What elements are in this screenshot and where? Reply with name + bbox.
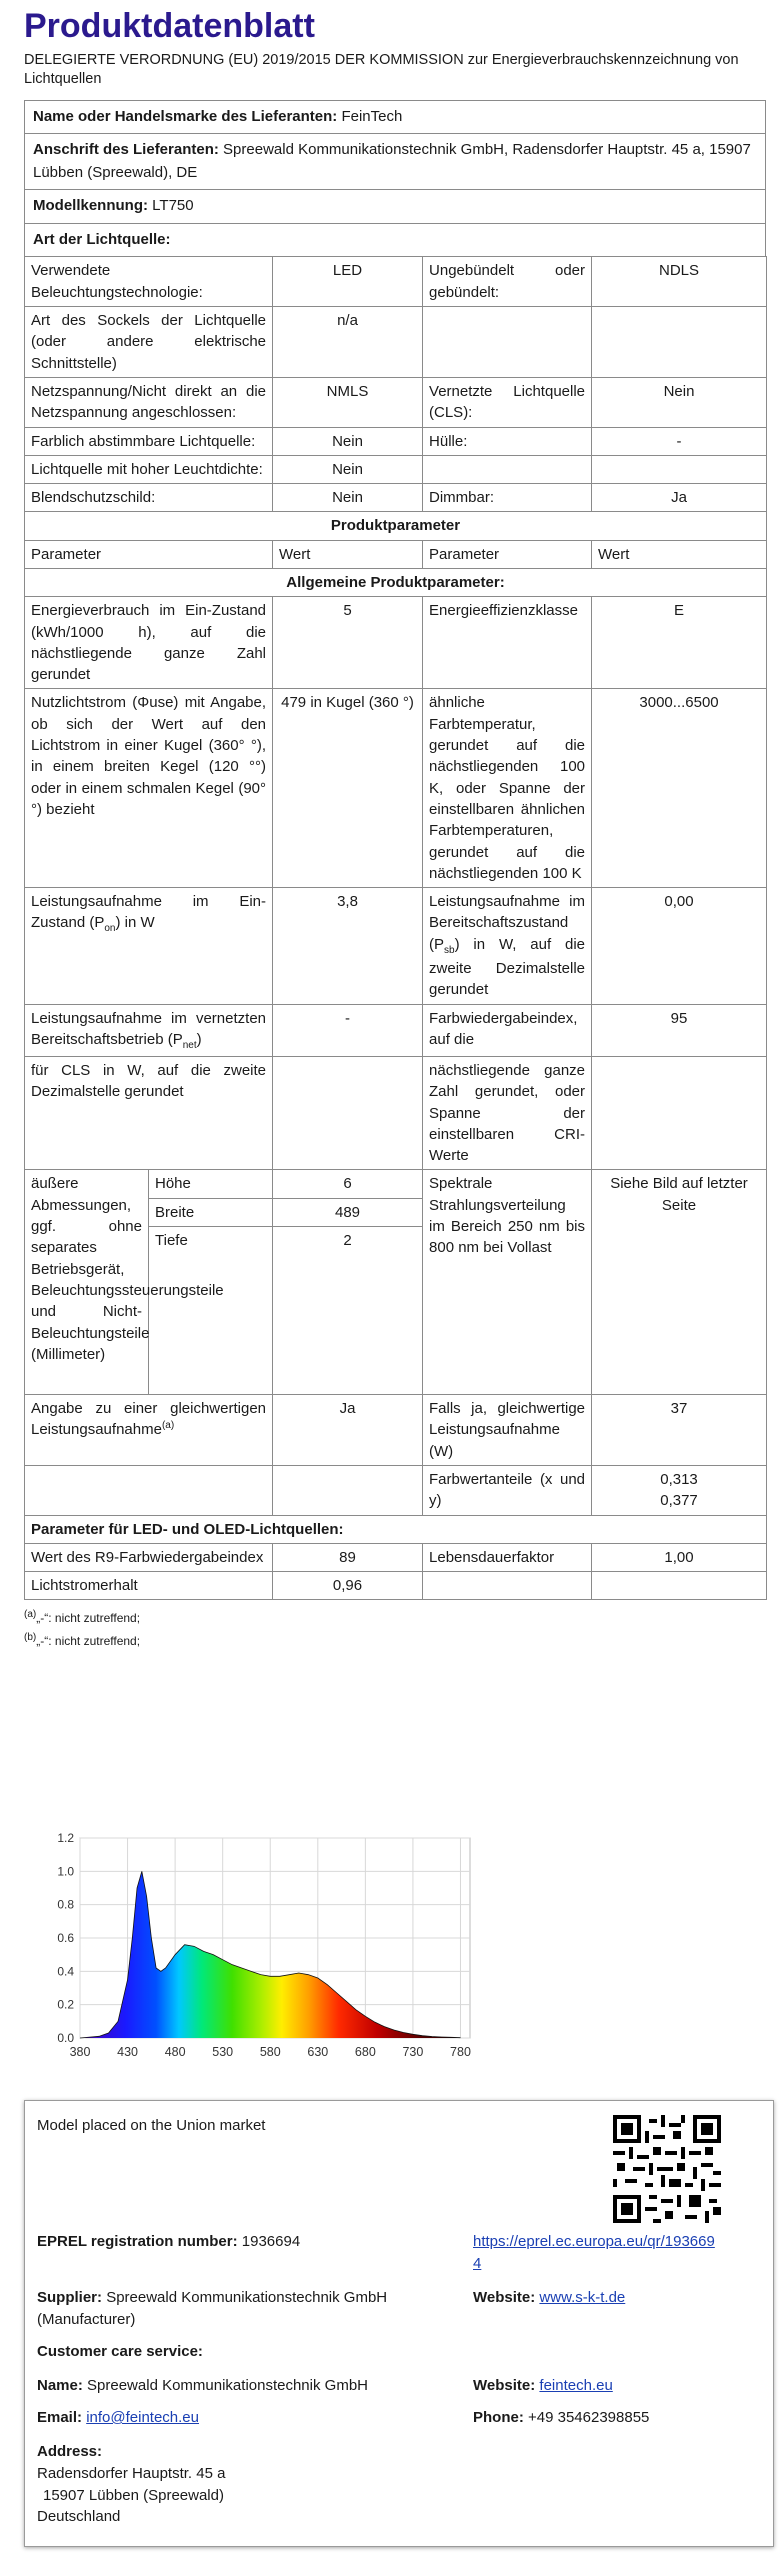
y-tick-label: 1.2	[57, 1831, 74, 1845]
regulation-subtitle: DELEGIERTE VERORDNUNG (EU) 2019/2015 DER KOMMISSION zur Energieverbrauchskennzeichnung von Lichtquellen	[24, 51, 739, 88]
envelope-label: Hülle:	[423, 427, 592, 455]
col-param-2: Parameter	[423, 540, 592, 568]
model-row	[24, 189, 766, 223]
mains-value: NMLS	[273, 377, 423, 427]
height-value: 6	[273, 1170, 423, 1198]
phone-value: +49 35462398855	[528, 2409, 650, 2426]
supplier-name-row	[24, 100, 766, 134]
mains-label: Netzspannung/Nicht direkt an die Netzspannung angeschlossen:	[25, 377, 273, 427]
led-params-section: Parameter für LED- und OLED-Lichtquellen:	[25, 1515, 767, 1543]
cri-value: 95	[592, 1004, 767, 1056]
supplier-label: Supplier:	[37, 2289, 103, 2306]
x-tick-label: 580	[259, 2045, 281, 2059]
y-tick-label: 0.6	[57, 1931, 74, 1945]
supplier-address-value: Spreewald Kommunikationstechnik GmbH, Radensdorfer Hauptstr. 45 a, 15907 Lübben (Spreewald), DE	[33, 141, 751, 181]
r9-label: Wert des R9-Farbwiedergabeindex	[25, 1543, 273, 1571]
eprel-reg-label: EPREL registration number:	[37, 2233, 238, 2250]
shield-value: Nein	[273, 484, 423, 512]
x-tick-label: 680	[354, 2045, 376, 2059]
y-tick-label: 0.4	[57, 1964, 74, 1979]
cct-value: 3000...6500	[592, 689, 767, 888]
supplier-address-label: Anschrift des Lieferanten:	[33, 141, 219, 159]
light-source-section: Art der Lichtquelle:	[24, 223, 766, 257]
model-value: LT750	[152, 197, 194, 215]
pon-value: 3,8	[273, 888, 423, 1004]
cls-value: Nein	[592, 377, 767, 427]
cap-value: n/a	[273, 307, 423, 378]
x-tick-labels	[70, 2045, 471, 2059]
psb-label: Leistungsaufnahme im Bereitschaftszustand $(P_{sb})$ in W, auf die zweite Dezimalstelle gerundet	[423, 888, 592, 1004]
equiv-label: Angabe zu einer gleichwertigen Leistungsaufnahme$^{(a)}$	[25, 1395, 273, 1466]
eprel-link[interactable]: https://eprel.ec.europa.eu/qr/1936694	[473, 2233, 715, 2272]
supplier-row	[37, 2287, 467, 2331]
website-label: Website:	[473, 2289, 536, 2306]
y-tick-label: 0.8	[57, 1897, 74, 1912]
class-value: E	[592, 597, 767, 689]
customer-care-heading: Customer care service:	[37, 2343, 203, 2360]
tech-value: LED	[273, 257, 423, 307]
page-title: Produktdatenblatt	[24, 7, 315, 45]
col-value-2: Wert	[592, 540, 767, 568]
class-label: Energieeffizienzklasse	[423, 597, 592, 689]
pnet-label-cont: für CLS in W, auf die zweite Dezimalstelle gerundet	[25, 1057, 273, 1170]
depth-label: Tiefe	[149, 1227, 273, 1395]
x-tick-label: 430	[117, 2045, 138, 2059]
phone-row	[473, 2407, 649, 2429]
cls-label: Vernetzte Lichtquelle (CLS):	[423, 377, 592, 427]
spd-label: Spektrale Strahlungsverteilung im Bereich 250 nm bis 800 nm bei Vollast	[423, 1170, 592, 1395]
pnet-value: -	[273, 1004, 423, 1056]
equiv-value: Ja	[273, 1395, 423, 1466]
footnote-b: $^{(b)}$„-“: nicht zutreffend;	[24, 1631, 141, 1648]
care-website-label: Website:	[473, 2377, 536, 2394]
hld-value: Nein	[273, 455, 423, 483]
website-link[interactable]: www.s-k-t.de	[539, 2289, 626, 2306]
supplier-address-row	[24, 133, 766, 189]
supplier-name-label: Name oder Handelsmarke des Lieferanten:	[33, 107, 338, 125]
supplier-value: Spreewald Kommunikationstechnik GmbH (Manufacturer)	[37, 2289, 388, 2328]
eprel-reg-row	[37, 2231, 300, 2253]
model-label: Modellkennung:	[33, 197, 148, 215]
dims-label: äußere Abmessungen, ggf. ohne separates Betriebsgerät, Beleuchtungssteuerungsteile und Nicht-Beleuchtungsteile (Millimeter)	[25, 1170, 149, 1395]
supplier-name-value: FeinTech	[341, 107, 403, 125]
energy-value: 5	[273, 597, 423, 689]
y-tick-label: 1.0	[57, 1864, 74, 1879]
depth-value: 2	[273, 1227, 423, 1395]
height-label: Höhe	[149, 1170, 273, 1198]
equiv-power-value: 37	[592, 1395, 767, 1466]
envelope-value: -	[592, 427, 767, 455]
x-tick-label: 530	[212, 2045, 234, 2059]
x-tick-label: 730	[402, 2045, 424, 2059]
dimmable-value: Ja	[592, 484, 767, 512]
flux-label: Nutzlichtstrom (Φuse) mit Angabe, ob sich der Wert auf den Lichtstrom in einer Kugel (360° °), in einem breiten Kegel (120 °°) oder in einem schmalen Kegel (90° °) bezieht	[25, 689, 273, 888]
flux-value: 479 in Kugel (360 °)	[273, 689, 423, 888]
pon-label: Leistungsaufnahme im Ein-Zustand $(P_{on})$ in W	[25, 888, 273, 1004]
width-value: 489	[273, 1198, 423, 1226]
address-line-3: Deutschland	[37, 2508, 121, 2526]
website-row	[473, 2287, 625, 2309]
survival-value: 1,00	[592, 1543, 767, 1571]
tunable-label: Farblich abstimmbare Lichtquelle:	[25, 427, 273, 455]
care-name-row	[37, 2375, 368, 2397]
care-website-link[interactable]: feintech.eu	[539, 2377, 613, 2394]
product-table	[24, 256, 767, 1600]
lumen-value: 0,96	[273, 1572, 423, 1600]
energy-label: Energieverbrauch im Ein-Zustand (kWh/1000 h), auf die nächstliegende ganze Zahl gerundet	[25, 597, 273, 689]
footnote-a: $^{(a)}$„-“: nicht zutreffend;	[24, 1609, 141, 1626]
width-label: Breite	[149, 1198, 273, 1226]
x-tick-label: 480	[164, 2045, 186, 2059]
care-website-row	[473, 2375, 613, 2397]
phone-label: Phone:	[473, 2409, 524, 2426]
hld-label: Lichtquelle mit hoher Leuchtdichte:	[25, 455, 273, 483]
dimmable-label: Dimmbar:	[423, 484, 592, 512]
col-value-1: Wert	[273, 540, 423, 568]
eprel-card	[24, 2100, 774, 2547]
tech-label: Verwendete Beleuchtungstechnologie:	[25, 257, 273, 307]
tunable-value: Nein	[273, 427, 423, 455]
x-tick-label: 380	[69, 2045, 91, 2059]
cri-label-cont: nächstliegende ganze Zahl gerundet, oder Spanne der einstellbaren CRI-Werte	[423, 1057, 592, 1170]
x-tick-label: 630	[307, 2045, 329, 2059]
cct-label: ähnliche Farbtemperatur, gerundet auf die nächstliegenden 100 K, oder Spanne der einstellbaren ähnlichen Farbtemperaturen, gerundet auf die nächstliegenden 100 K	[423, 689, 592, 888]
cap-label: Art des Sockels der Lichtquelle (oder andere elektrische Schnittstelle)	[25, 307, 273, 378]
y-tick-labels	[57, 1831, 74, 2045]
chroma-label: Farbwertanteile (x und y)	[423, 1465, 592, 1515]
email-label: Email:	[37, 2409, 83, 2426]
qr-code-icon	[613, 2115, 721, 2223]
footnotes	[24, 1606, 766, 1651]
spd-value: Siehe Bild auf letzter Seite	[592, 1170, 767, 1395]
psb-value: 0,00	[592, 888, 767, 1004]
col-param-1: Parameter	[25, 540, 273, 568]
email-link[interactable]: info@feintech.eu	[86, 2409, 199, 2426]
pnet-label: Leistungsaufnahme im vernetzten Bereitschaftsbetrieb $(P_{net})$	[25, 1004, 273, 1056]
product-params-section: Produktparameter	[25, 512, 767, 540]
placed-on-market: Model placed on the Union market	[37, 2117, 266, 2134]
spectral-chart	[30, 1830, 490, 2065]
y-tick-label: 0.0	[57, 2031, 74, 2045]
nonfocused-label: Ungebündelt oder gebündelt:	[423, 257, 592, 307]
address-block	[37, 2441, 225, 2528]
survival-label: Lebensdauerfaktor	[423, 1543, 592, 1571]
email-row	[37, 2407, 199, 2429]
nonfocused-value: NDLS	[592, 257, 767, 307]
general-params-section: Allgemeine Produktparameter:	[25, 568, 767, 596]
r9-value: 89	[273, 1543, 423, 1571]
x-tick-label: 780	[450, 2045, 471, 2059]
address-label: Address:	[37, 2443, 103, 2460]
chroma-value: 0,313 0,377	[592, 1465, 767, 1515]
care-name-label: Name:	[37, 2377, 83, 2394]
eprel-reg-value: 1936694	[241, 2233, 301, 2250]
address-line-1: Radensdorfer Hauptstr. 45 a	[37, 2464, 226, 2482]
lumen-label: Lichtstromerhalt	[25, 1572, 273, 1600]
cri-label: Farbwiedergabeindex, auf die	[423, 1004, 592, 1056]
care-name-value: Spreewald Kommunikationstechnik GmbH	[87, 2377, 368, 2394]
shield-label: Blendschutzschild:	[25, 484, 273, 512]
y-tick-label: 0.2	[57, 1997, 74, 2012]
equiv-power-label: Falls ja, gleichwertige Leistungsaufnahme (W)	[423, 1395, 592, 1466]
address-line-2: 15907 Lübben (Spreewald)	[43, 2486, 224, 2504]
